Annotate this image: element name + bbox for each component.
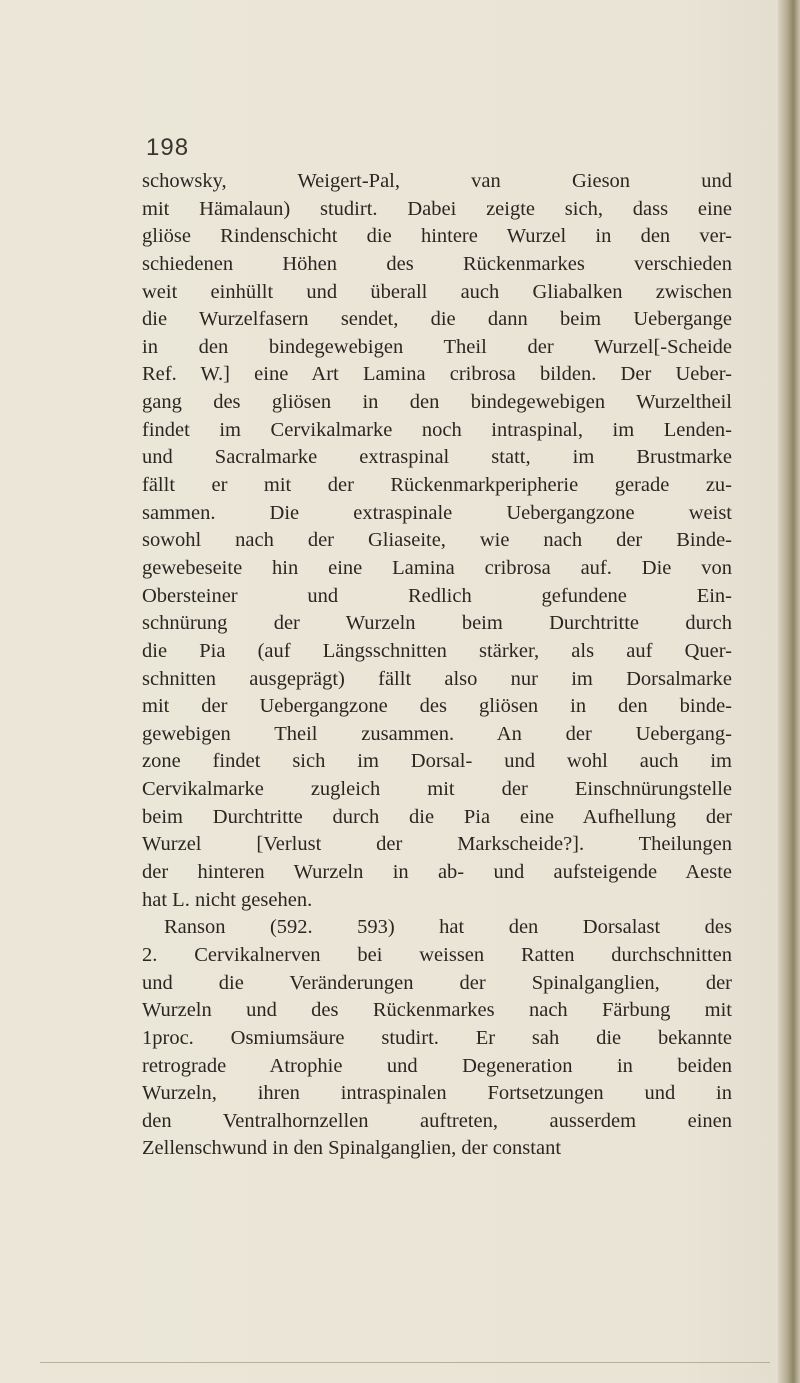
text-line: mit der Uebergangzone des gliösen in den binde- [142, 695, 732, 718]
text-line: in den bindegewebigen Theil der Wurzel[-Scheide [142, 335, 732, 358]
text-line: sowohl nach der Gliaseite, wie nach der Binde- [142, 529, 732, 552]
text-line: Obersteiner und Redlich gefundene Ein- [142, 584, 732, 607]
page-number: 198 [146, 134, 190, 161]
text-line: der hinteren Wurzeln in ab- und aufsteigende Aeste [142, 861, 732, 884]
text-line: gewebigen Theil zusammen. An der Uebergang- [142, 722, 732, 745]
text-line: gang des gliösen in den bindegewebigen Wurzeltheil [142, 391, 732, 414]
text-line: die Wurzelfasern sendet, die dann beim Uebergange [142, 308, 732, 331]
text-line: mit Hämalaun) studirt. Dabei zeigte sich, dass eine [142, 197, 732, 220]
text-line: den Ventralhornzellen auftreten, ausserdem einen [142, 1109, 732, 1132]
text-line: gewebeseite hin eine Lamina cribrosa auf. Die von [142, 556, 732, 579]
page-edge-shadow [778, 0, 800, 1383]
text-line: und Sacralmarke extraspinal statt, im Brustmarke [142, 446, 732, 469]
text-line: Zellenschwund in den Spinalganglien, der constant [142, 1137, 562, 1160]
body-text [142, 168, 732, 1163]
text-line: beim Durchtritte durch die Pia eine Aufhellung der [142, 805, 732, 828]
text-line: retrograde Atrophie und Degeneration in beiden [142, 1054, 732, 1077]
text-line: Ranson (592. 593) hat den Dorsalast des [164, 916, 732, 939]
text-line: zone findet sich im Dorsal- und wohl auch im [142, 750, 732, 773]
text-line: schowsky, Weigert-Pal, van Gieson und [142, 170, 732, 192]
text-line: Wurzeln und des Rückenmarkes nach Färbung mit [142, 999, 732, 1022]
text-line: gliöse Rindenschicht die hintere Wurzel in den ver- [142, 225, 732, 248]
text-line: Cervikalmarke zugleich mit der Einschnürungstelle [142, 778, 732, 801]
text-line: fällt er mit der Rückenmarkperipherie gerade zu- [142, 474, 732, 497]
text-line: schnürung der Wurzeln beim Durchtritte durch [142, 612, 732, 635]
text-line: Wurzel [Verlust der Markscheide?]. Theilungen [142, 833, 732, 856]
text-line: findet im Cervikalmarke noch intraspinal, im Lenden- [142, 418, 732, 441]
text-line: die Pia (auf Längsschnitten stärker, als auf Quer- [142, 639, 732, 662]
text-line: und die Veränderungen der Spinalganglien, der [142, 971, 732, 994]
text-line: Wurzeln, ihren intraspinalen Fortsetzungen und in [142, 1082, 732, 1105]
text-line: weit einhüllt und überall auch Gliabalken zwischen [142, 280, 732, 303]
text-line: 2. Cervikalnerven bei weissen Ratten durchschnitten [142, 943, 732, 966]
text-line: Ref. W.] eine Art Lamina cribrosa bilden. Der Ueber- [142, 363, 732, 386]
text-line: hat L. nicht gesehen. [142, 888, 313, 911]
text-line: 1proc. Osmiumsäure studirt. Er sah die bekannte [142, 1026, 732, 1049]
bottom-edge-line [40, 1362, 770, 1363]
text-line: schnitten ausgeprägt) fällt also nur im Dorsalmarke [142, 667, 732, 690]
text-line: sammen. Die extraspinale Uebergangzone weist [142, 501, 732, 524]
text-line: schiedenen Höhen des Rückenmarkes verschieden [142, 252, 732, 275]
